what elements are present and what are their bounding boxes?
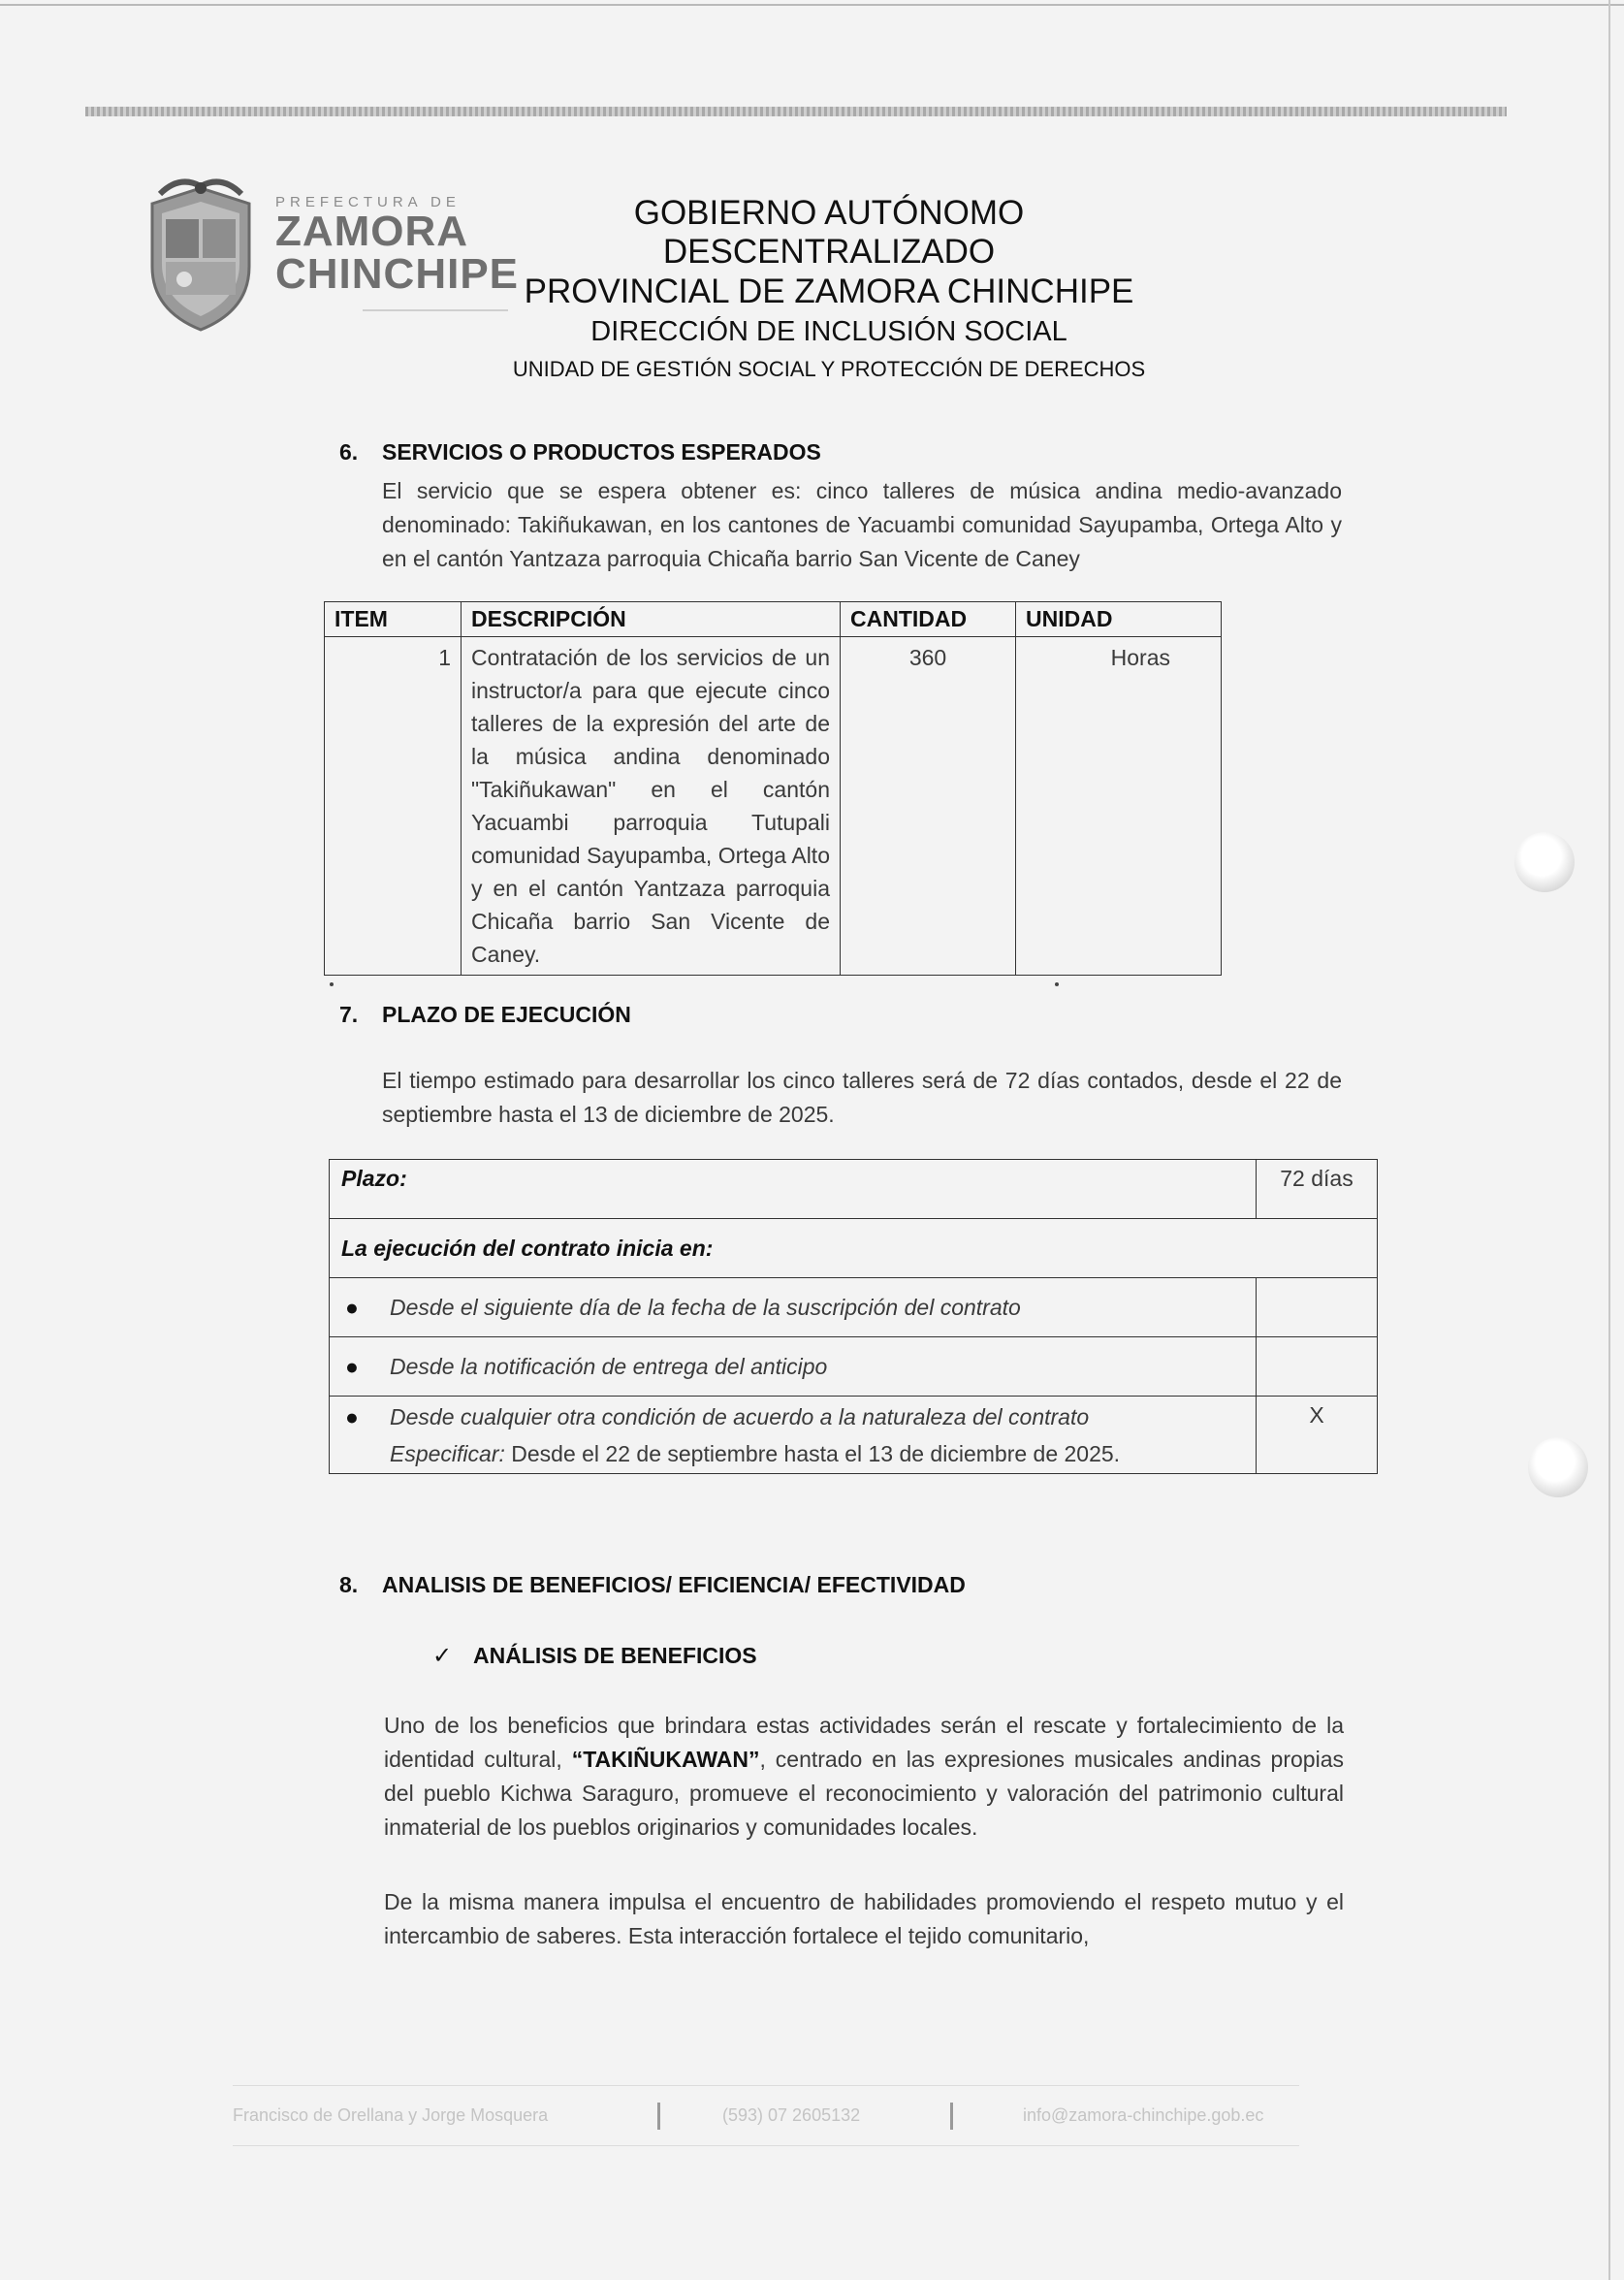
footer-phone: (593) 07 2605132 [722, 2105, 861, 2125]
option-text: Desde cualquier otra condición de acuerdo a la naturaleza del contrato [390, 1403, 1090, 1429]
p1-text-after: , centrado en las expresiones musicales andinas propias del pueblo Kichwa Saraguro, promueve el reconocimiento y valoración del patrimonio cultural inmaterial de los pueblos originarios y comunidades locales. [384, 1747, 1344, 1840]
p1-text-before: Uno de los beneficios que brindara estas actividades serán el rescate y fortalecimiento de la identidad cultural, [384, 1713, 1344, 1772]
services-table-header [325, 602, 1222, 637]
top-border-line [0, 4, 1624, 6]
plazo-value: 72 días [1257, 1160, 1378, 1219]
section-6-text: El servicio que se espera obtener es: cinco talleres de música andina medio-avanzado denominado: Takiñukawan, en los cantones de Yacuambi comunidad Sayupamba, Ortega Alto y en el cantón Yantzaza parroquia Chicaña barrio San Vicente de Caney [382, 478, 1342, 571]
bullet-icon: ● [345, 1294, 359, 1320]
option-cell [330, 1337, 1257, 1397]
table-row [330, 1337, 1378, 1397]
cell-quantity: 360 [841, 637, 1016, 976]
footer-separator [950, 2103, 953, 2130]
right-border-line [1608, 0, 1610, 2280]
plazo-label: Plazo: [330, 1160, 1257, 1219]
section-8-subheading: ANÁLISIS DE BENEFICIOS [473, 1643, 757, 1668]
binder-hole [1514, 832, 1575, 892]
services-table [324, 601, 1222, 976]
option-mark: X [1257, 1397, 1378, 1474]
option-cell [330, 1397, 1257, 1474]
term-row-inicia [330, 1219, 1378, 1278]
specify-label: Especificar: [390, 1440, 505, 1466]
footer-email: info@zamora-chinchipe.gob.ec [1023, 2105, 1264, 2125]
section-7-heading: PLAZO DE EJECUCIÓN [382, 1002, 631, 1027]
footer-rule-top [233, 2085, 1299, 2086]
term-row-plazo [330, 1160, 1378, 1219]
header-title-3: DIRECCIÓN DE INCLUSIÓN SOCIAL [590, 316, 1067, 347]
scan-speck [1055, 982, 1059, 986]
section-8-heading: ANALISIS DE BENEFICIOS/ EFICIENCIA/ EFECTIVIDAD [382, 1572, 966, 1597]
cell-item: 1 [325, 637, 462, 976]
col-cantidad: CANTIDAD [841, 602, 1016, 637]
section-8-paragraph-1 [384, 1709, 1344, 1845]
section-6-heading: SERVICIOS O PRODUCTOS ESPERADOS [382, 439, 821, 465]
footer-separator [657, 2103, 660, 2130]
header-title-4: UNIDAD DE GESTIÓN SOCIAL Y PROTECCIÓN DE DERECHOS [512, 357, 1146, 381]
option-text: Desde el siguiente día de la fecha de la suscripción del contrato [390, 1294, 1021, 1320]
checkmark-icon: ✓ [432, 1643, 453, 1669]
section-8-number: 8. [339, 1572, 359, 1597]
bullet-icon: ● [345, 1403, 359, 1429]
header-title-2: PROVINCIAL DE ZAMORA CHINCHIPE [524, 273, 1134, 310]
p1-bold-name: “TAKIÑUKAWAN” [571, 1747, 760, 1772]
footer-rule-bottom [233, 2145, 1299, 2146]
table-row [330, 1278, 1378, 1337]
inicia-label: La ejecución del contrato inicia en: [330, 1219, 1378, 1278]
bullet-icon: ● [345, 1353, 359, 1379]
letterhead-titles [465, 194, 1193, 386]
prefecture-shield-logo [141, 175, 262, 339]
option-cell [330, 1278, 1257, 1337]
binder-hole [1528, 1437, 1588, 1497]
col-descripcion: DESCRIPCIÓN [462, 602, 841, 637]
section-6-number: 6. [339, 439, 359, 465]
col-unidad: UNIDAD [1016, 602, 1222, 637]
option-text: Desde la notificación de entrega del anticipo [390, 1353, 828, 1379]
scan-band [85, 107, 1507, 116]
term-table [329, 1159, 1378, 1474]
section-7-text: El tiempo estimado para desarrollar los cinco talleres será de 72 días contados, desde el 22 de septiembre hasta el 13 de diciembre de 2025. [382, 1068, 1342, 1127]
option-mark [1257, 1337, 1378, 1397]
cell-description: Contratación de los servicios de un instructor/a para que ejecute cinco talleres de la expresión del arte de la música andina denominado "Takiñukawan" en el cantón Yacuambi parroquia Tutupali comunidad Sayupamba, Ortega Alto y en el cantón Yantzaza parroquia Chicaña barrio San Vicente de Caney. [462, 637, 841, 976]
section-8-paragraph-2: De la misma manera impulsa el encuentro de habilidades promoviendo el respeto mutuo y el intercambio de saberes. Esta interacción fortalece el tejido comunitario, [384, 1889, 1344, 1948]
logo-chinchipe: CHINCHIPE [275, 250, 520, 298]
col-item: ITEM [325, 602, 462, 637]
section-7-number: 7. [339, 1002, 359, 1027]
header-title-1: GOBIERNO AUTÓNOMO DESCENTRALIZADO [633, 194, 1025, 271]
logo-zamora: ZAMORA [275, 208, 469, 255]
specify-text: Desde el 22 de septiembre hasta el 13 de diciembre de 2025. [504, 1440, 1121, 1466]
logo-prefix: PREFECTURA DE [275, 194, 461, 210]
table-row [330, 1397, 1378, 1474]
footer-address: Francisco de Orellana y Jorge Mosquera [233, 2105, 549, 2125]
table-row [325, 637, 1222, 976]
cell-unit: Horas [1016, 637, 1222, 976]
option-mark [1257, 1278, 1378, 1337]
scan-speck [330, 982, 334, 986]
